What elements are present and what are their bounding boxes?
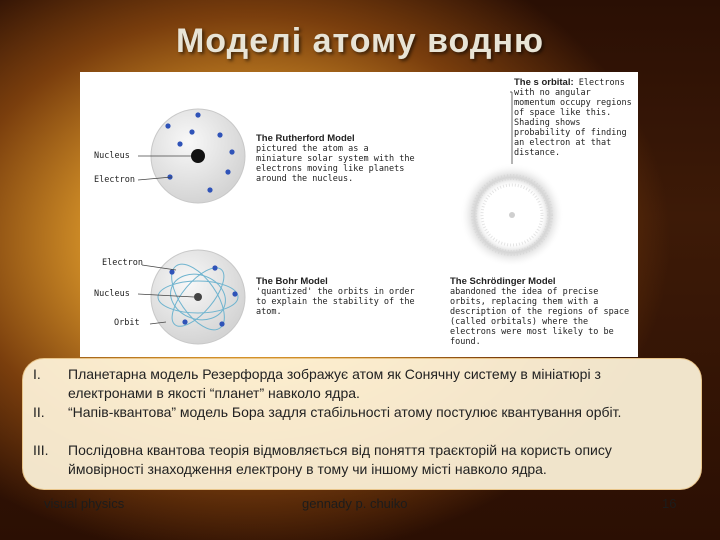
- bohr-caption: [256, 277, 416, 317]
- bohr-text: 'quantized' the orbits in order to explain the stability of the atom.: [256, 287, 415, 317]
- schrodinger-heading: The Schrödinger Model: [450, 276, 556, 287]
- footer-center: gennady p. chuiko: [302, 496, 408, 511]
- bohr-atom: [138, 250, 245, 344]
- s-orbital-caption: [514, 78, 636, 158]
- label-nucleus-rutherford: Nucleus: [94, 151, 130, 161]
- note-text: Планетарна модель Резерфорда зображує атом як Сонячну систему в мініатюрі з електронами в якості “планет” навколо ядра.: [68, 366, 601, 401]
- note-number: II.: [33, 404, 45, 420]
- footer-left: visual physics: [44, 496, 125, 511]
- label-electron-bohr: Electron: [102, 258, 143, 268]
- rutherford-text: pictured the atom as a miniature solar system with the electrons moving like planets around the nucleus.: [256, 144, 415, 184]
- rutherford-atom: [138, 109, 245, 203]
- rutherford-heading: The Rutherford Model: [256, 133, 355, 144]
- note-text: Послідовна квантова теорія відмовляється від поняття траєкторій на користь опису ймовірності знаходження електрону в тому чи іншому місті навколо ядра.: [68, 442, 612, 477]
- slide-title: Моделі атому водню: [175, 22, 545, 60]
- label-nucleus-bohr: Nucleus: [94, 289, 130, 299]
- bohr-heading: The Bohr Model: [256, 276, 328, 287]
- notes-box: [22, 358, 702, 490]
- note-text: “Напів-квантова” модель Бора задля стабільності атому постулює квантування орбіт.: [68, 404, 622, 420]
- schrodinger-text: abandoned the idea of precise orbits, replacing them with a description of the regions of space (called orbitals) where the electrons were most likely to be found.: [450, 287, 630, 347]
- atom-models-figure: [80, 72, 638, 357]
- note-number: III.: [33, 442, 49, 458]
- rutherford-caption: [256, 134, 416, 184]
- label-orbit-bohr: Orbit: [114, 318, 140, 328]
- schrodinger-caption: [450, 277, 635, 347]
- label-electron-rutherford: Electron: [94, 175, 135, 185]
- s-orbital-heading: The s orbital:: [514, 77, 574, 88]
- note-number: I.: [33, 366, 41, 382]
- s-orbital-text: Electrons with no angular momentum occupy regions of space like this. Shading shows probability of finding an electron at that distance.: [514, 78, 632, 158]
- page-number: 16: [662, 496, 677, 511]
